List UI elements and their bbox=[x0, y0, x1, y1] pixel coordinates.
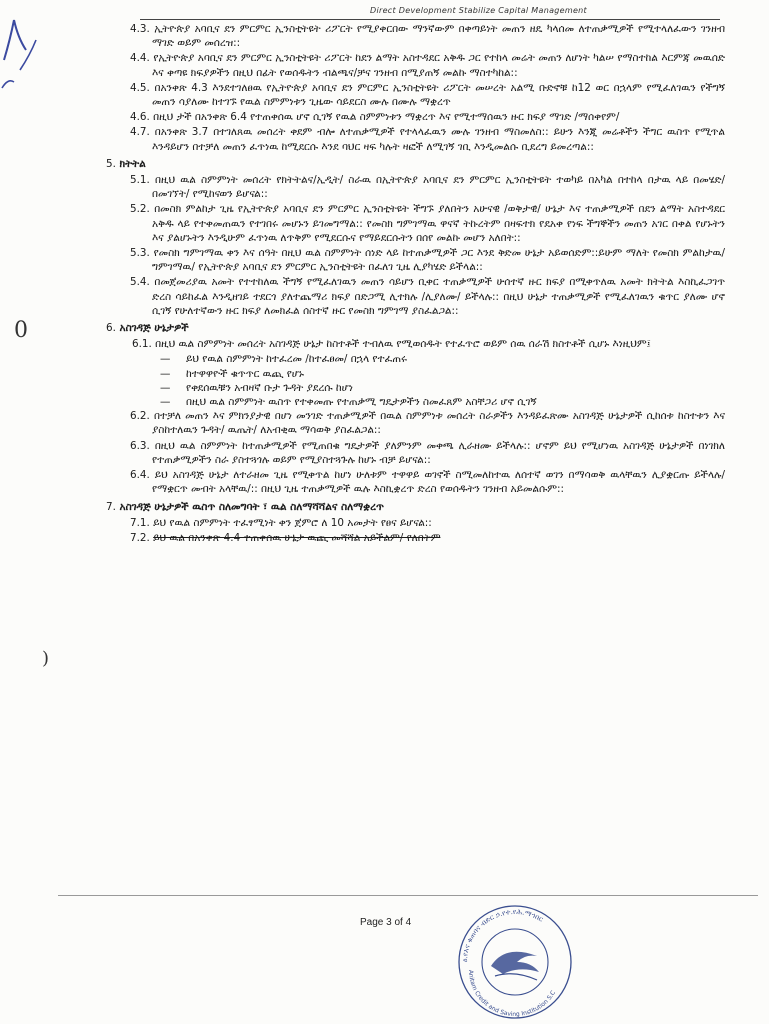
bullet-text: በዚህ ዉል ስምምነት ዉስጥ የተቀመጡ የተጠቃሚ ግዴታዎችን ስመፈጸም አስቸጋሪ ሆኖ ሲገኝ bbox=[186, 396, 537, 409]
clause-text: አስገዳጅ ሁኔታዎች bbox=[119, 322, 189, 335]
clause-text: በዚህ ዉል ስምምነት መሰረት የክትትልና/ኢዲት/ ስራዉ በኢትዮጵያ አባቢና ደን ምርምር ኢንስቲትዩት ተወካይ በአካል በተከላ በታዉ ላይ በመሄድ/ በመገኘት/ የሚከናወን ይሆናል:: bbox=[152, 174, 725, 201]
clause-number: 6.2. bbox=[130, 410, 150, 423]
clause-number: 5.3. bbox=[130, 247, 150, 260]
clause-text: ይህ ዉል በአንቀጽ 4.4 ተጠቀሰዉ ሁኔታ ዉጪ መሻሻል አይችልም/ የለበትም bbox=[153, 531, 441, 544]
clause-text: በተቻለ መጠን እና ምክንያታዊ በሆነ መንገድ ተጠቃሚዎች በዉል ስምምነቱ መሰረት ስራዎችን እንዳይፈጽሙ አስገዳጅ ሁኔታዎች ሲከሰቱ ከስተቱን እና ያስከተለዉን ጉዳት/ ዉጤት/ ለአብቂዉ ማሳወቅ ያስፈልጋል:: bbox=[152, 410, 725, 437]
clause-number: 4.7. bbox=[130, 126, 150, 139]
clause bbox=[100, 337, 725, 351]
page-number: Page 3 of 4 bbox=[360, 917, 412, 928]
clause bbox=[100, 81, 725, 109]
clause-text: በመጀመሪያዉ አመት የተተከለዉ ችግኝ የሚፈለገዉን መጠን ሳይሆን ቢቀር ተጠቃሚዎች ሁሰተኛ ዙር ክፍያ በሚቀጥለዉ አመት ክትትል እስኪፈጋገጥ ድረስ ሳይከፈል እንዲዘገይ ተደርጎ ያለተጨማሪ ክፍያ በድጋሚ ሊተክሉ /ሊያለሙ/ ይችላሉ:: በዚህ ሁኔታ ተጠቃሚዎች የሚፈለገዉን ቁጥር ያለሙ ሆኖ ሲገኝ የሁለተኛውን ዙር ክፍያ ለመክፈል ሰስተኛ ዙር የመስክ ግምገማ ያስፈልጋል:: bbox=[152, 276, 725, 317]
clause-text: ይህ አስገዳጅ ሁኔታ ለተራዘመ ጊዜ የሚቀጥል ከሆነ ሁለቱም ተዋዋይ ወገኖች ስሚመለከተዉ ለሰተኛ ወገን በማሳወቅ ዉላቸዉን ሊያቋርጡ ይችላሉ/የማቋርጥ መብት አላቸዉ/:: በዚህ ጊዜ ተጠቃሚዎች ዉሉ እስኪቋረጥ ድረስ የወሰዱትን ገንዘብ አይመልሱም:: bbox=[152, 469, 725, 496]
clause bbox=[100, 439, 725, 467]
document-body bbox=[100, 22, 725, 546]
clause-text: ኢትዮጵያ አባቢና ደን ምርምር ኢንስቲትዩት ሪፖርት የሚያቀርበው ማንኛውም በቀጣይነት መጠን ዘዴ ካላሰመ ለተጠቃሚዎች የሚተላለፈውን ገንዘብ ማገድ ወይም መሰረዝ:: bbox=[152, 23, 725, 50]
clause bbox=[100, 51, 725, 79]
bullet-item bbox=[160, 352, 725, 366]
clause-text: በአንቀጽ 3.7 በተገለጸዉ መሰረት ቀደም ብሎ ለተጠቃሚዎች የተላላፈዉን ሙሉ ገንዘብ ማስመለስ:: ይሁን እንጂ መሬቶችን ችግር ዉስጥ የሚጥል እንዳይሆን በተቻለ መጠን ፈጥነዉ ከሚደርሱ እንደ ባህር ዛፍ ካሉት ዛፎች ለሚገኝ ገቢ እንዲመልሱ ቢደረግ ይመረጣል:: bbox=[152, 126, 725, 153]
header-rule bbox=[140, 19, 720, 20]
organization-stamp bbox=[445, 900, 585, 1020]
clause bbox=[100, 246, 725, 274]
footer-rule bbox=[58, 895, 758, 896]
clause bbox=[100, 409, 725, 437]
clause-number: 6.3. bbox=[130, 439, 150, 452]
svg-text:ዕ.የእና ቁጠባና ብድር ኃ.የተ.የሕ.ማኅበር bbox=[461, 908, 545, 962]
clause-text: በዚህ ዉል ስምምነት መሰረት አስገዳጅ ሁኔታ ከስተቶች ተብለዉ የሚወሰዱት የተፈጥሮ ወይም ሰዉ ሰራሽ ክስተቶች ሲሆኑ እነዚህም፤ bbox=[155, 338, 651, 351]
clause-number: 5.1. bbox=[130, 174, 150, 187]
clause-number: 7.2. bbox=[130, 531, 150, 544]
corner-handwriting bbox=[0, 0, 45, 90]
clause bbox=[100, 468, 725, 496]
bullet-item bbox=[160, 395, 725, 409]
dash-icon: — bbox=[160, 367, 171, 380]
clause-text: የኢትዮጵያ አባቢና ደን ምርምር ኢንስቲትዩት ሪፖርት ከደን ልማት አስተዳደር አቅዱ ጋር የተከላ መሬት መጠን ለሆነት ካልሠ የማስተከል እርምጃ መዉሰድ እና ቀጣዩ ክፍያዎችን በዚህ በፊት የወሰዱትን ብልጫና/ቻና ገንዘብ በሚያጠኝ መልኩ ማስተካከል:: bbox=[152, 52, 725, 79]
bullet-text: ከተዋዋዮች ቁጥጥር ዉጪ የሆኑ bbox=[186, 367, 304, 380]
dash-icon: — bbox=[160, 396, 171, 409]
clause bbox=[100, 110, 725, 124]
clause-text: በዚህ ታች በአንቀጽ 6.4 የተጠቀሰዉ ሆኖ ሲገኝ የዉል ስምምነቱን ማቋረጥ እና የሚተማሰዉን ዙር ክፍያ ማገድ /ማሰቀየም/ bbox=[153, 111, 620, 124]
clause-text: ክትትል bbox=[119, 157, 146, 170]
clause-number: 6.4. bbox=[130, 469, 150, 482]
clause-number: 7.1. bbox=[130, 516, 150, 529]
clause-number: 6.1. bbox=[132, 338, 152, 351]
clause bbox=[100, 173, 725, 201]
header-text: Direct Development Stabilize Capital Management bbox=[370, 6, 587, 15]
bullet-item bbox=[160, 367, 725, 381]
bullet-list bbox=[100, 352, 725, 409]
clause bbox=[100, 516, 725, 530]
clause-text: የመስክ ግምገማዉ ቀን እና ሰዓት በዚህ ዉል ስምምነት ሰነድ ላይ ከተጠቃሚዎች ጋር እንደ ቅድመ ሁኔታ አይወሰድም::ይሁም ማለት የመስክ ምልከታዉ/ ግምገማዉ/ የኢትዮጵያ አባቢና ደን ምርምር ኢንስቲትዩት በፈለገ ጊዜ ሊያካሄድ ይችላል:: bbox=[152, 247, 725, 274]
section-heading bbox=[100, 157, 725, 171]
clause-text: በአንቀጽ 4.3 እንደተገለፀዉ የኢትዮጵያ አባቢና ደን ምርምር ኢንስቲትዩት ሪፖርት መሠረት አልሚ ቡድኖቹ ከ12 ወር በኋላም የሚፈለገዉን የችግኝ መጠን ሳያለሙ ከተገኙ የዉል ስምምነቱን ጊዜው ሳይደርስ ሙሉ በሙሉ ማቋረጥ bbox=[152, 81, 725, 109]
clause-number: 5.4. bbox=[130, 276, 150, 289]
clause-number: 4.3. bbox=[130, 23, 150, 35]
clause bbox=[100, 125, 725, 153]
stamp-top-text: ዕ.የእና ቁጠባና ብድር ኃ.የተ.የሕ.ማኅበር bbox=[460, 907, 545, 963]
clause-number: 4.4. bbox=[130, 52, 150, 65]
clause-number: 7. bbox=[106, 500, 116, 513]
bullet-item bbox=[160, 381, 725, 395]
margin-circle-mark: 0 bbox=[14, 318, 28, 343]
clause-number: 4.5. bbox=[130, 81, 150, 94]
section-heading bbox=[100, 321, 725, 335]
clause-text: አስገዳጅ ሁኔታዎች ዉስጥ ስለመግባት ፣ ዉል ስለማሻሻልና ስለማቋረጥ bbox=[119, 500, 384, 513]
margin-paren-mark: ) bbox=[42, 648, 50, 669]
clause bbox=[100, 202, 725, 245]
clause-number: 5. bbox=[106, 157, 116, 170]
dash-icon: — bbox=[160, 381, 171, 394]
dash-icon: — bbox=[160, 353, 171, 366]
clause-text: በመስክ ምልከታ ጊዜ የኢትዮጵያ አባቢና ደን ምርምር ኢንስቲትዩት ችግኙ ያለበትን አሁናዊ /ወቅታዊ/ ሁኔታ እና ተጠቃሚዎች በደን ልማት አስተዳደር አቅዱ ላይ የተቀመጠዉን የተገበሩ መሆኑን ይገመግማል:: የመስክ ግምገማዉ ዋናኛ ትኩረትም በዛፍተክ የደአቀ የነፍ ችግኞችን መጠን አገር በቀል የሆኑትን እና ያልሆኑትን እንዲሁም ፈጥነዉ ለጥቅም የሚደርሱና የማይደርሱትን በሰየ መልኩ መሆን አለበት:: bbox=[152, 203, 725, 244]
clause bbox=[100, 22, 725, 50]
bullet-text: ይህ የዉል ስምምነት ከተፈረመ /ከተፈፀመ/ በኋላ የተፈጠሩ bbox=[186, 353, 407, 366]
clause-number: 6. bbox=[106, 322, 116, 335]
clause-text: ይህ የዉል ስምምነት ተፈፃሚነት ቀን ጀምሮ ለ 10 አመታት የፀና ይሆናል:: bbox=[153, 516, 432, 529]
stamp-bottom-text: Anitam Credit and Saving Institution S.C bbox=[466, 969, 558, 1019]
clause bbox=[100, 275, 725, 318]
clause-number: 4.6. bbox=[130, 111, 150, 124]
clause bbox=[100, 531, 725, 545]
clause-text: በዚህ ዉል ስምምነት ከተጠቃሚዎች የሚጠበቁ ግዴታዎች ያለምንም መቀጫ ሊራዘሙ ይችላሉ:: ሆኖም ይህ የሚሆነዉ አስገዳጅ ሁኔታዎች በነገክለ የተጠቃሚዎችን ስራ ያስተጓጎሉ ወይም የሚያስተጓጉሉ ከሆኑ ብቻ ይሆናል:: bbox=[152, 439, 725, 466]
clause-number: 5.2. bbox=[130, 203, 150, 216]
bullet-text: የቀደሰዉቹን አብዛኛ ቡታ ጉዳት ያደረሱ ከሆነ bbox=[186, 381, 353, 394]
section-heading bbox=[100, 500, 725, 514]
clauses bbox=[100, 22, 725, 545]
